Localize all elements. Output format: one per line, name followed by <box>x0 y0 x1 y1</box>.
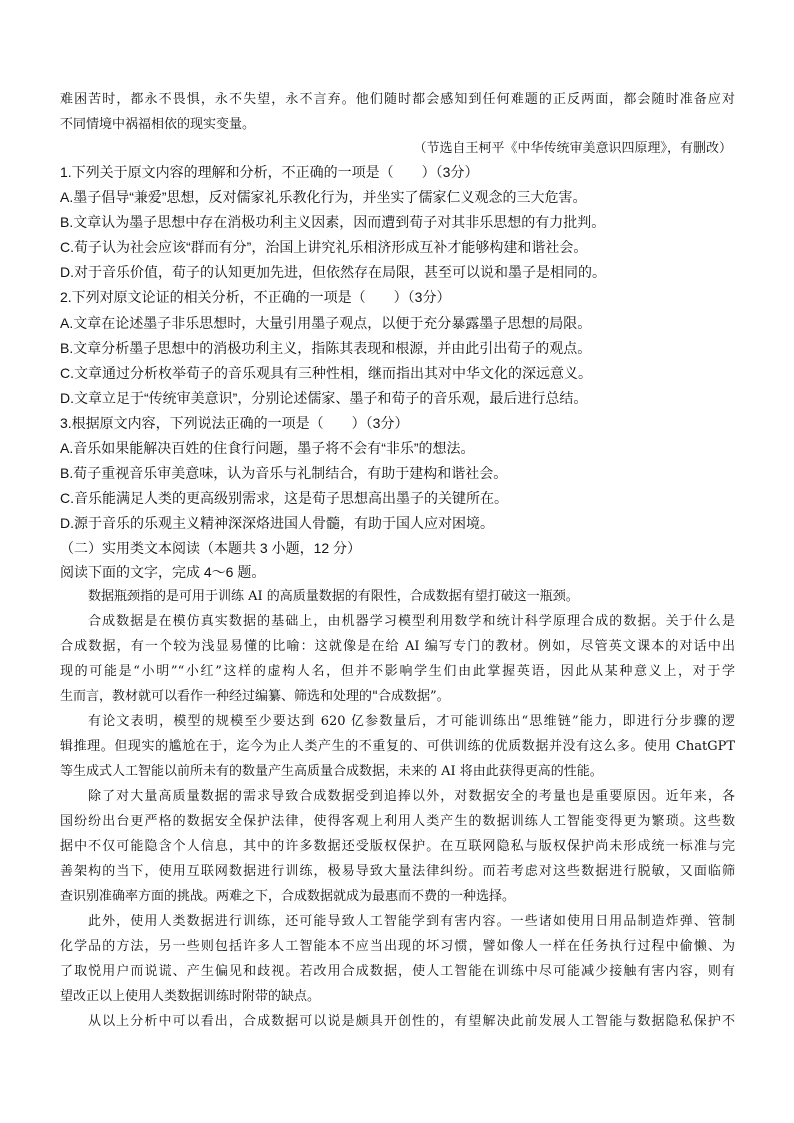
question-line: D.对于音乐价值，荀子的认知更加先进，但依然存在局限，甚至可以说和墨子是相同的。 <box>60 264 606 280</box>
passage-line: 合成数据是在模仿真实数据的基础上，由机器学习模型利用数学和统计科学原理合成的数据。关于什么是 <box>88 614 735 629</box>
passage-line: 从以上分析中可以看出，合成数据可以说是颇具开创性的，有望解决此前发展人工智能与数据隐私保护不 <box>88 1014 735 1029</box>
passage-line: 生而言，教材就可以看作一种经过编纂、筛选和处理的"合成数据”。 <box>60 689 450 704</box>
question-line: C.音乐能满足人类的更高级别需求，这是荀子思想高出墨子的关键所在。 <box>60 490 508 506</box>
passage-line: 不同情境中祸福相依的现实变量。 <box>60 117 256 132</box>
passage-line: 国纷纷出台更严格的数据安全保护法律，使得客观上利用人类产生的数据训练人工智能变得更为繁琐。这些数 <box>60 814 735 829</box>
passage-line: 有论文表明，模型的规模至少要达到 620 亿参数量后，才可能训练出“思维链”能力，即进行分步骤的逻 <box>88 714 735 729</box>
question-line: A.音乐如果能解决百姓的住食行问题，墨子将不会有“非乐”的想法。 <box>60 440 475 456</box>
question-line: C.荀子认为社会应该“群而有分”，治国上讲究礼乐相济形成互补才能够构建和谐社会。 <box>60 239 588 255</box>
passage-line: 查识别准确率方面的挑战。两难之下，合成数据就成为最惠而不费的一种选择。 <box>60 889 516 904</box>
passage-line: 望改正以上使用人类数据训练时附带的缺点。 <box>60 989 321 1004</box>
passage-line: 化学品的方法，另一些则包括许多人工智能本不应当出现的坏习惯，譬如像人一样在任务执行过程中偷懒、为 <box>60 939 735 954</box>
question-line: D.文章立足于“传统审美意识”，分别论述儒家、墨子和荀子的音乐观，最后进行总结。 <box>60 390 588 406</box>
passage-line: 难困苦时，都永不畏惧，永不失望，永不言弃。他们随时都会感知到任何难题的正反两面，都会随时准备应对 <box>60 92 735 107</box>
passage-line: 此外，使用人类数据进行训练，还可能导致人工智能学到有害内容。一些诸如使用日用品制造炸弹、管制 <box>88 914 735 929</box>
passage-line: 了取悦用户而说谎、产生偏见和歧视。若改用合成数据，使人工智能在训练中尽可能减少接触有害内容，则有 <box>60 964 735 979</box>
passage-line: 据中不仅可能隐含个人信息，其中的许多数据还受版权保护。在互联网隐私与版权保护尚未形成统一标准与完 <box>60 839 735 854</box>
passage-line: 数据瓶颈指的是可用于训练 AI 的高质量数据的有限性，合成数据有望打破这一瓶颈。 <box>88 589 579 604</box>
question-line: 阅读下面的文字，完成 4～6 题。 <box>60 564 266 580</box>
passage-line: 除了对大量高质量数据的需求导致合成数据受到追捧以外，对数据安全的考量也是重要原因。近年来，各 <box>88 789 735 804</box>
passage-line: 善架构的当下，使用互联网数据进行训练，极易导致大量法律纠纷。而若考虑对这些数据进行脱敏，又面临筛 <box>60 864 735 879</box>
question-line: B.文章认为墨子思想中存在消极功利主义因素，因而遭到荀子对其非乐思想的有力批判。 <box>60 214 606 230</box>
question-line: 3.根据原文内容，下列说法正确的一项是（ ）（3分） <box>60 415 409 431</box>
passage-line: 现的可能是“小明”“小红”这样的虚构人名，但并不影响学生们由此掌握英语，因此从某种意义上，对于学 <box>60 664 735 679</box>
question-line: B.荀子重视音乐审美意味，认为音乐与礼制结合，有助于建构和谐社会。 <box>60 465 508 481</box>
passage-line: 合成数据，有一个较为浅显易懂的比喻：这就像是在给 AI 编写专门的教材。例如，尽管英文课本的对话中出 <box>60 639 735 654</box>
source-citation: （节选自王柯平《中华传统审美意识四原理》，有删改） <box>413 141 732 156</box>
question-line: （二）实用类文本阅读（本题共 3 小题，12 分） <box>60 540 362 556</box>
question-line: A.墨子倡导“兼爱”思想，反对儒家礼乐教化行为，并坐实了儒家仁义观念的三大危害。 <box>60 189 587 205</box>
question-line: C.文章通过分析枚举荀子的音乐观具有三种性相，继而指出其对中华文化的深远意义。 <box>60 365 592 381</box>
question-line: 2.下列对原文论证的相关分析，不正确的一项是（ ）（3分） <box>60 289 451 305</box>
passage-line: 辑推理。但现实的尴尬在于，迄今为止人类产生的不重复的、可供训练的优质数据并没有这么多。使用 ChatGPT <box>60 739 735 754</box>
question-line: B.文章分析墨子思想中的消极功利主义，指陈其表现和根源，并由此引出荀子的观点。 <box>60 340 592 356</box>
question-line: A.文章在论述墨子非乐思想时，大量引用墨子观点，以便于充分暴露墨子思想的局限。 <box>60 315 592 331</box>
question-line: 1.下列关于原文内容的理解和分析，不正确的一项是（ ）（3分） <box>60 164 479 180</box>
question-line: D.源于音乐的乐观主义精神深深烙进国人骨髓，有助于国人应对困境。 <box>60 515 494 531</box>
passage-line: 等生成式人工智能以前所未有的数量产生高质量合成数据，未来的 AI 将由此获得更高的性能。 <box>60 764 603 779</box>
